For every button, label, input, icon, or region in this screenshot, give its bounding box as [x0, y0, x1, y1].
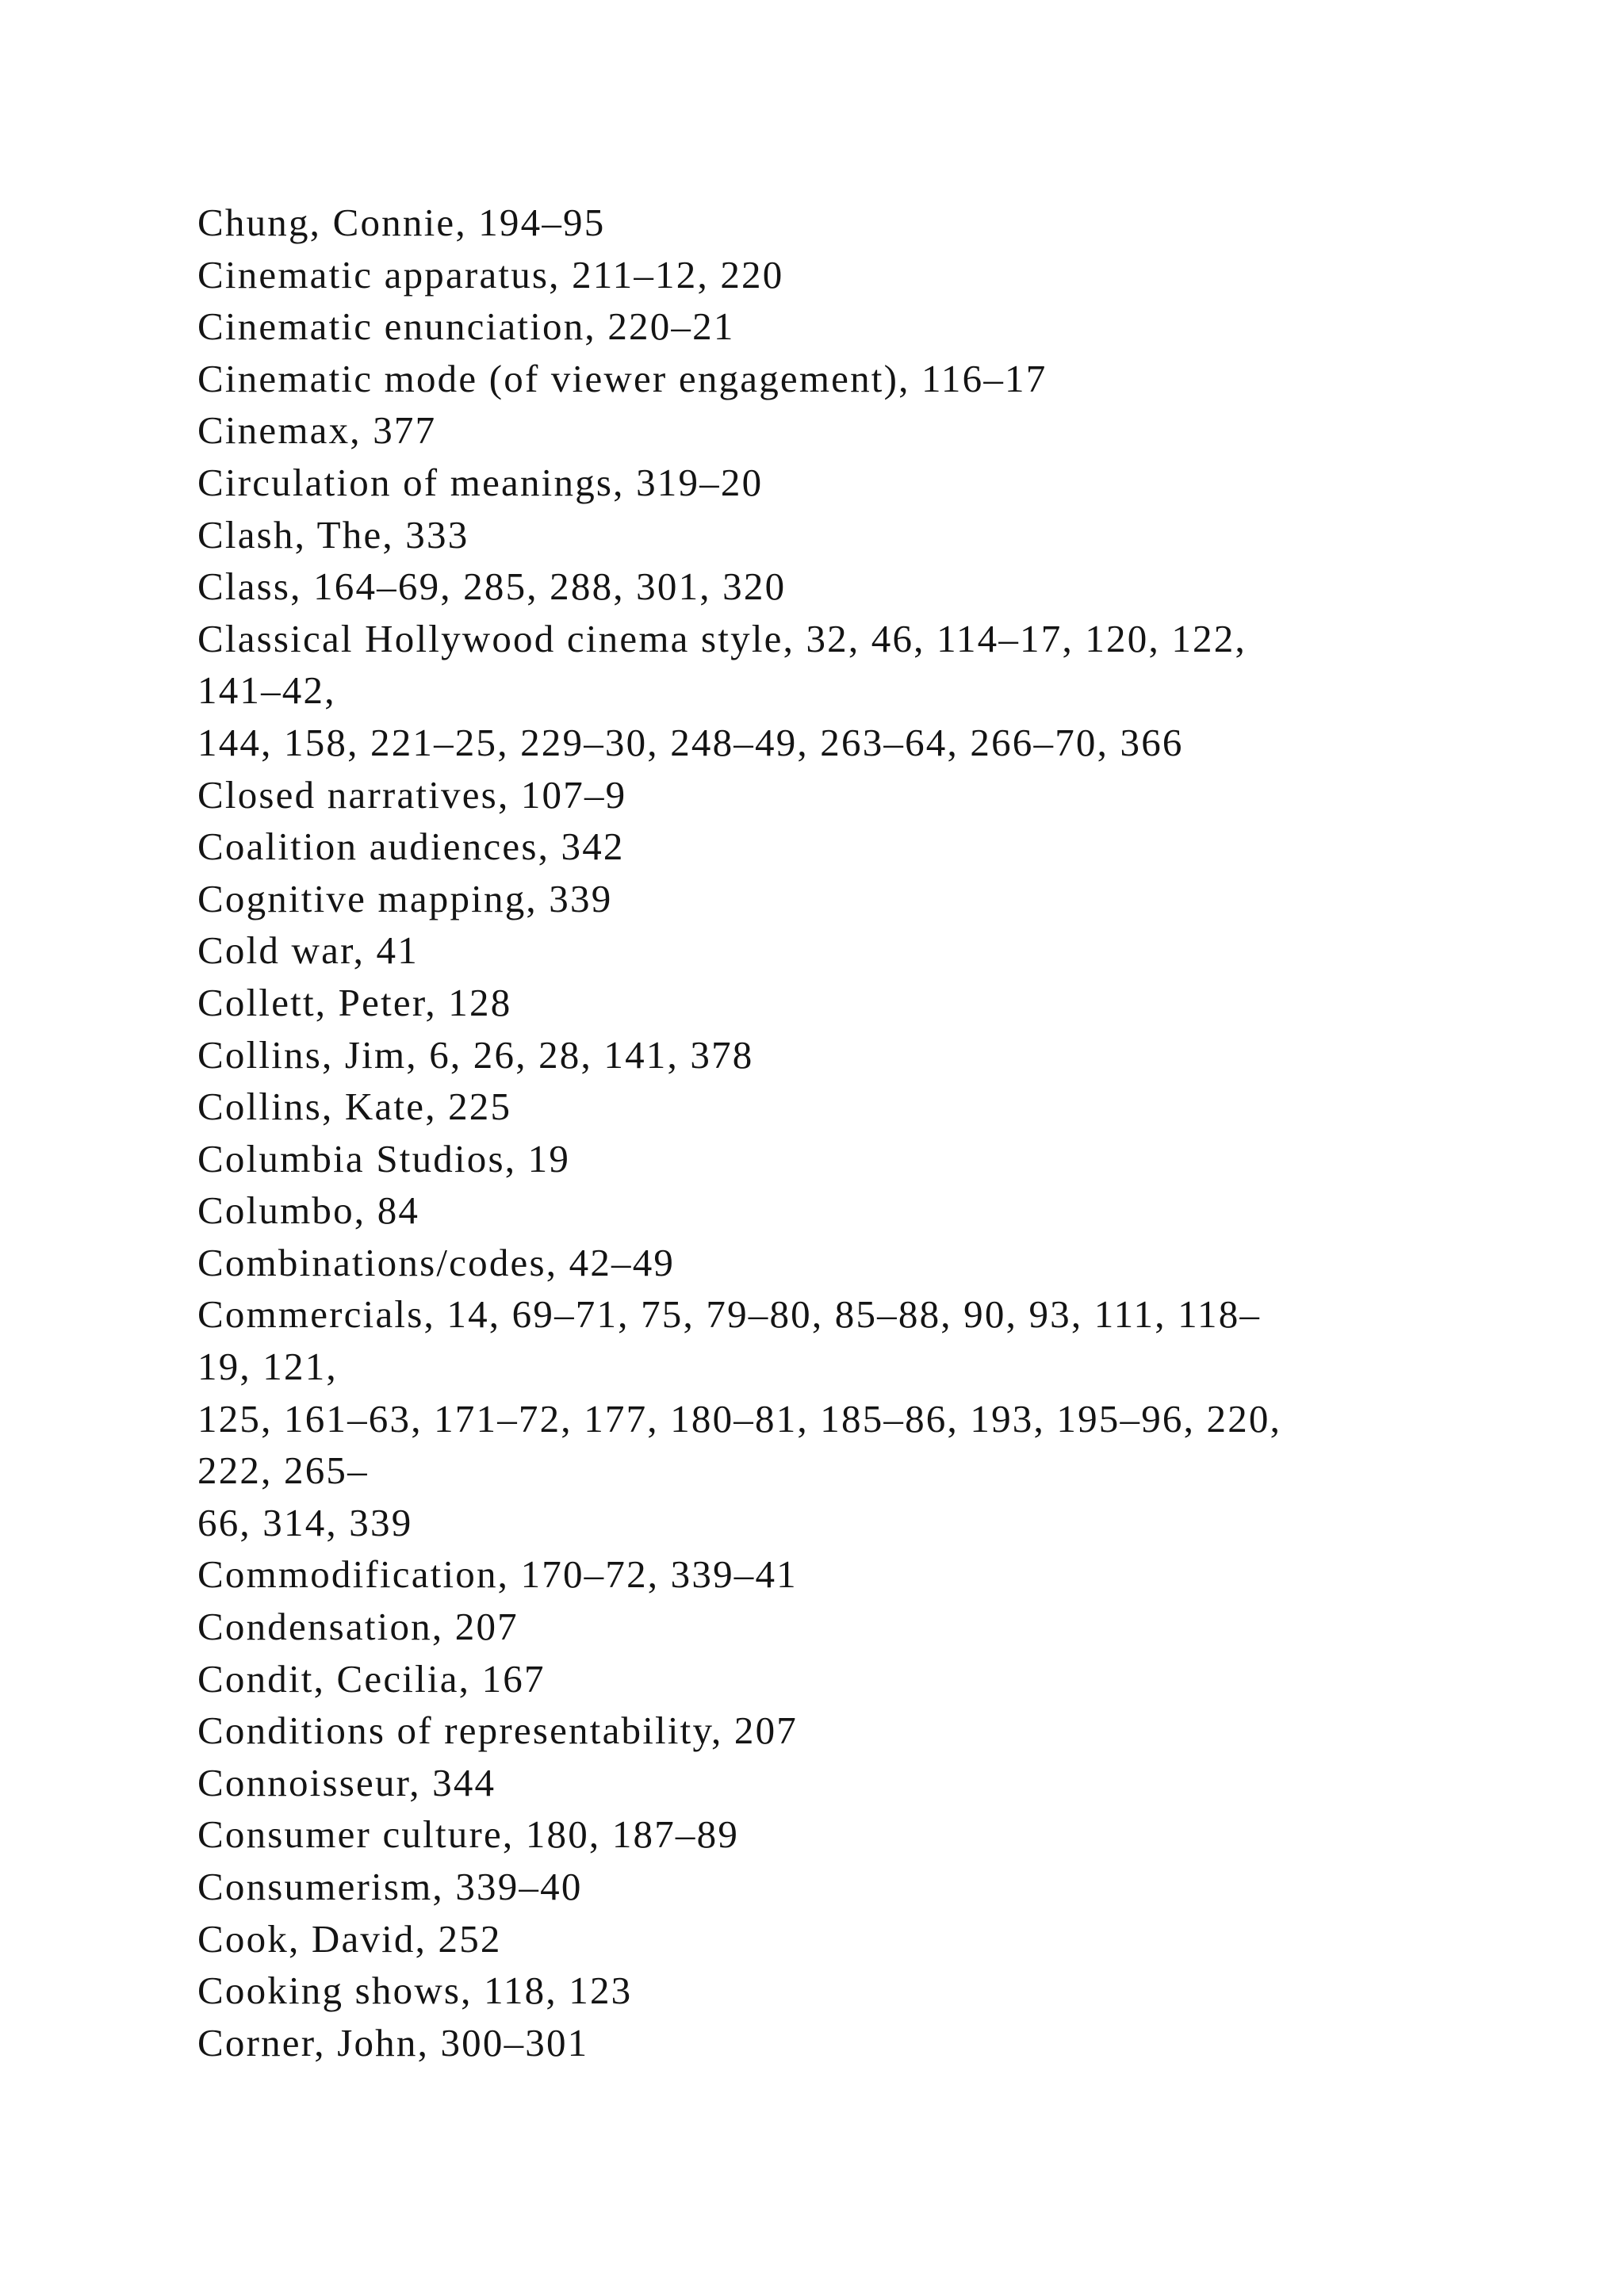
- index-line: 141–42,: [197, 668, 336, 713]
- index-line: Chung, Connie, 194–95: [197, 201, 606, 244]
- index-line: Commodification, 170–72, 339–41: [197, 1552, 798, 1597]
- index-line: Columbia Studios, 19: [197, 1136, 571, 1181]
- index-line: Cinematic mode (of viewer engagement), 116–17: [197, 356, 1048, 400]
- index-line: Cook, David, 252: [197, 1916, 502, 1961]
- index-line: Condit, Cecilia, 167: [197, 1656, 546, 1701]
- index-line: Corner, John, 300–301: [197, 2020, 589, 2064]
- index-line: Cinemax, 377: [197, 408, 437, 453]
- index-line: Cognitive mapping, 339: [197, 876, 613, 920]
- index-line: 19, 121,: [197, 1345, 338, 1389]
- index-line: Consumerism, 339–40: [197, 1865, 583, 1908]
- index-line: Clash, The, 333: [197, 512, 469, 557]
- index-line: 222, 265–: [197, 1448, 369, 1493]
- index-line: Circulation of meanings, 319–20: [197, 460, 764, 504]
- index-line: Commercials, 14, 69–71, 75, 79–80, 85–88, 90, 93, 111, 118–: [197, 1292, 1262, 1337]
- index-line: Condensation, 207: [197, 1605, 519, 1649]
- index-line: Collett, Peter, 128: [197, 980, 512, 1024]
- index-line: Combinations/codes, 42–49: [197, 1240, 676, 1284]
- index-line: Classical Hollywood cinema style, 32, 46, 114–17, 120, 122,: [197, 616, 1247, 660]
- index-line: Columbo, 84: [197, 1188, 420, 1233]
- index-line: Cinematic enunciation, 220–21: [197, 304, 735, 349]
- index-entries: [197, 197, 1506, 2068]
- index-line: 66, 314, 339: [197, 1500, 413, 1544]
- index-line: Collins, Kate, 225: [197, 1085, 512, 1129]
- index-line: Closed narratives, 107–9: [197, 772, 627, 817]
- index-line: Collins, Jim, 6, 26, 28, 141, 378: [197, 1032, 754, 1077]
- index-line: Cold war, 41: [197, 928, 419, 973]
- index-line: Conditions of representability, 207: [197, 1709, 798, 1753]
- index-line: 125, 161–63, 171–72, 177, 180–81, 185–86, 193, 195–96, 220,: [197, 1396, 1282, 1441]
- index-line: Cinematic apparatus, 211–12, 220: [197, 252, 784, 297]
- index-line: Connoisseur, 344: [197, 1760, 496, 1804]
- index-line: 144, 158, 221–25, 229–30, 248–49, 263–64, 266–70, 366: [197, 720, 1184, 764]
- index-line: Cooking shows, 118, 123: [197, 1969, 633, 2013]
- index-line: Coalition audiences, 342: [197, 825, 625, 869]
- index-line: Class, 164–69, 285, 288, 301, 320: [197, 564, 787, 609]
- index-line: Consumer culture, 180, 187–89: [197, 1812, 740, 1857]
